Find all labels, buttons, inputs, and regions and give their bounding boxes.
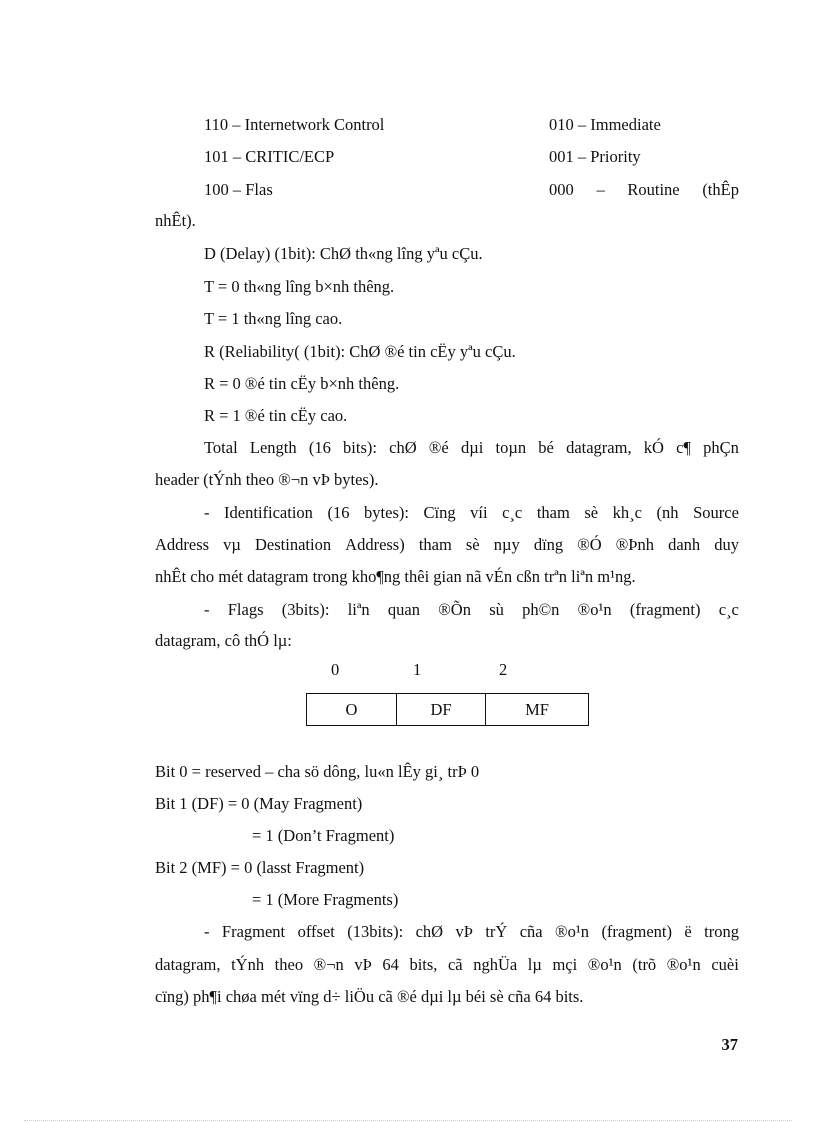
identification-line-2 xyxy=(155,535,739,555)
flags-bit-table xyxy=(306,693,589,726)
word: víi xyxy=(470,503,488,522)
word: (16 xyxy=(327,503,350,522)
word: sè xyxy=(465,535,480,554)
word: Flags xyxy=(227,600,264,619)
word: Source xyxy=(693,503,739,522)
word: 64 xyxy=(382,955,399,974)
tos-value-immediate: 010 – Immediate xyxy=(549,115,661,134)
word: sè xyxy=(584,503,599,522)
word: ë xyxy=(684,922,692,941)
word: vÞ xyxy=(354,955,372,974)
word: dïng xyxy=(533,535,564,554)
tos-value-flash: 100 – Flas xyxy=(204,180,273,199)
bit-index-1: 1 xyxy=(413,660,422,679)
word: cuèi xyxy=(711,955,739,974)
fragment-offset-line-2 xyxy=(155,955,739,975)
word: sù xyxy=(489,600,504,619)
reliability-normal: R = 0 ®é tin cËy b×nh thêng. xyxy=(204,374,400,393)
word: ®é xyxy=(428,438,449,457)
word: Destination xyxy=(255,535,332,554)
bit-2-alternate: = 1 (More Fragments) xyxy=(252,890,399,909)
word: duy xyxy=(714,535,739,554)
word: (nh xyxy=(656,503,679,522)
word: (fragment) xyxy=(601,922,672,941)
word: (trõ xyxy=(632,955,657,974)
routine-word: (thÊp xyxy=(702,180,739,199)
word: c¸c xyxy=(718,600,739,619)
delay-description: D (Delay) (1bit): ChØ th«ng lîng yªu cÇu. xyxy=(204,244,483,263)
word: bits): xyxy=(343,438,377,457)
word: Identification xyxy=(224,503,313,522)
word: ph©n xyxy=(522,600,560,619)
tos-value-routine-continuation: nhÊt). xyxy=(155,211,196,230)
word: ®Þnh xyxy=(615,535,654,554)
word: tÝnh xyxy=(231,955,265,974)
footer-dotted-rule xyxy=(24,1120,792,1121)
word: tham xyxy=(418,535,452,554)
word: Fragment xyxy=(221,922,286,941)
word: cã xyxy=(447,955,463,974)
page-number: 37 xyxy=(721,1035,738,1054)
identification-line-3: nhÊt cho mét datagram trong kho¶ng thêi gian nã vÉn cßn trªn liªn m¹ng. xyxy=(155,567,636,586)
delay-high: T = 1 th«ng lîng cao. xyxy=(204,309,343,328)
word: lµ xyxy=(527,955,542,974)
word: ®¬n xyxy=(313,955,344,974)
word: mçi xyxy=(552,955,578,974)
word: chØ xyxy=(415,922,444,941)
identification-line-1 xyxy=(204,503,739,523)
word: nµy xyxy=(493,535,520,554)
reliability-high: R = 1 ®é tin cËy cao. xyxy=(204,406,348,425)
routine-word: – xyxy=(596,180,605,199)
word: vÞ xyxy=(455,922,473,941)
word: kh¸c xyxy=(612,503,642,522)
bit-index-2: 2 xyxy=(499,660,508,679)
word: ®o¹n xyxy=(587,955,622,974)
flags-line-1 xyxy=(204,600,739,620)
word: nghÜa xyxy=(473,955,518,974)
word: Address xyxy=(155,535,210,554)
delay-normal: T = 0 th«ng lîng b×nh thêng. xyxy=(204,277,395,296)
word: phÇn xyxy=(703,438,739,457)
fragment-offset-line-1 xyxy=(204,922,739,942)
bit-0-description: Bit 0 = reserved – cha sö dông, lu«n lÊy gi¸ trÞ 0 xyxy=(155,762,480,781)
word: kÓ xyxy=(643,438,664,457)
tos-value-internetwork-control: 110 – Internetwork Control xyxy=(204,115,385,134)
fragment-offset-line-3: cïng) ph¶i chøa mét vïng d÷ liÖu cã ®é dµi lµ béi sè cña 64 bits. xyxy=(155,987,584,1006)
word: c¶ xyxy=(676,438,691,457)
bit-cell-reserved: O xyxy=(345,699,358,719)
word: (16 xyxy=(308,438,331,457)
word: datagram, xyxy=(566,438,632,457)
word: ®o¹n xyxy=(577,600,612,619)
word: toµn xyxy=(495,438,527,457)
word: - xyxy=(204,600,210,619)
word: dµi xyxy=(460,438,484,457)
word: (3bits): xyxy=(281,600,330,619)
word: datagram, xyxy=(155,955,221,974)
word: Length xyxy=(249,438,297,457)
word: bé xyxy=(538,438,554,457)
word: danh xyxy=(668,535,701,554)
word: theo xyxy=(274,955,304,974)
word: bits, xyxy=(409,955,438,974)
reliability-description: R (Reliability( (1bit): ChØ ®é tin cËy yªu cÇu. xyxy=(204,342,516,361)
bit-2-description: Bit 2 (MF) = 0 (lasst Fragment) xyxy=(155,858,365,877)
flags-line-2: datagram, cô thÓ lµ: xyxy=(155,631,292,650)
bit-cell-df: DF xyxy=(396,694,485,725)
tos-value-routine xyxy=(549,180,739,200)
word: bytes): xyxy=(364,503,409,522)
total-length-line-1 xyxy=(204,438,739,458)
word: tham xyxy=(536,503,570,522)
word: Address) xyxy=(345,535,405,554)
word: (13bits): xyxy=(347,922,404,941)
word: c¸c xyxy=(502,503,523,522)
word: quan xyxy=(387,600,420,619)
word: - xyxy=(204,503,210,522)
word: offset xyxy=(297,922,335,941)
word: trÝ xyxy=(485,922,508,941)
word: Cïng xyxy=(423,503,456,522)
word: liªn xyxy=(347,600,370,619)
word: Total xyxy=(204,438,238,457)
tos-value-critic-ecp: 101 – CRITIC/ECP xyxy=(204,147,335,166)
tos-value-priority: 001 – Priority xyxy=(549,147,641,166)
total-length-line-2: header (tÝnh theo ®¬n vÞ bytes). xyxy=(155,470,379,489)
word: ®Ó xyxy=(577,535,602,554)
bit-index-0: 0 xyxy=(331,660,340,679)
routine-word: 000 xyxy=(549,180,574,199)
word: (fragment) xyxy=(629,600,701,619)
word: ®o¹n xyxy=(666,955,701,974)
word: vµ xyxy=(223,535,241,554)
word: ®Õn xyxy=(438,600,471,619)
bit-1-description: Bit 1 (DF) = 0 (May Fragment) xyxy=(155,794,363,813)
word: trong xyxy=(704,922,739,941)
word: ®o¹n xyxy=(555,922,590,941)
bit-1-alternate: = 1 (Don’t Fragment) xyxy=(252,826,395,845)
bit-cell-mf: MF xyxy=(485,694,588,725)
word: - xyxy=(204,922,210,941)
routine-word: Routine xyxy=(627,180,680,199)
word: cña xyxy=(519,922,543,941)
word: chØ xyxy=(389,438,417,457)
